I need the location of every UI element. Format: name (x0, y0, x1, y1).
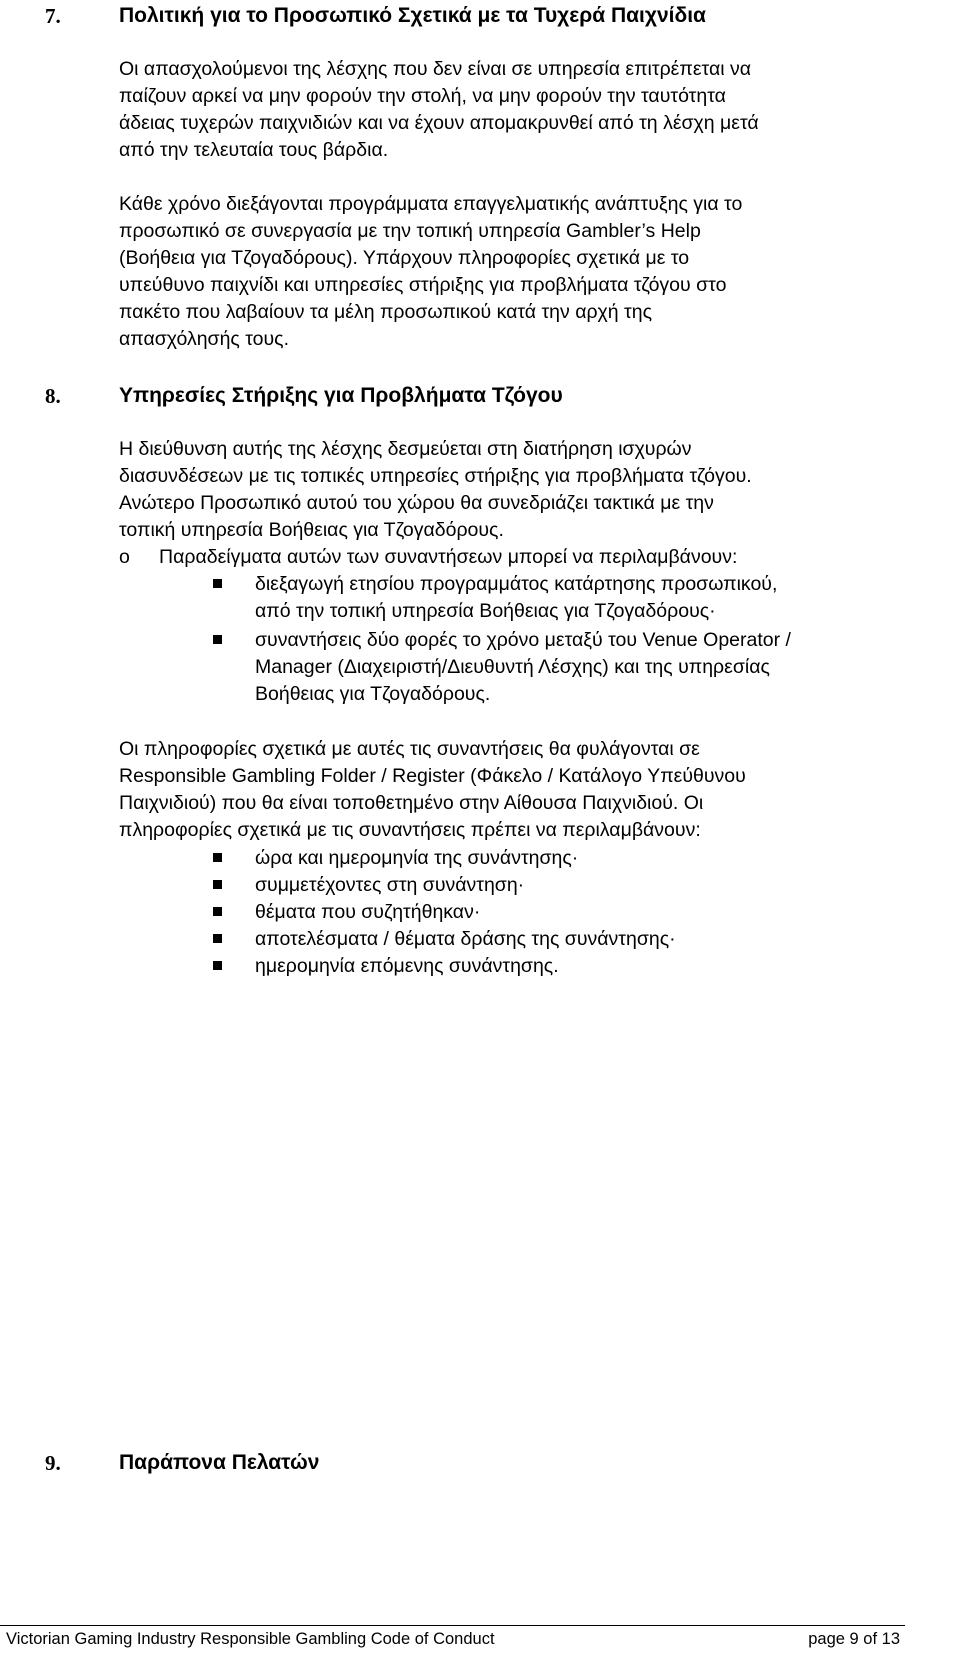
text-line: παίζουν αρκεί να μην φορούν την στολή, να μην φορούν την ταυτότητα (119, 85, 726, 107)
square-bullet-icon (213, 880, 222, 889)
section-9-title: Παράπονα Πελατών (119, 1451, 320, 1474)
section-7-paragraph-1 (119, 56, 899, 164)
square-bullet-icon (213, 934, 222, 943)
info-item-text: θέματα που συζητήθηκαν· (255, 901, 481, 923)
text-line: πακέτο που λαβαίουν τα μέλη προσωπικού κατά την αρχή της (119, 301, 653, 323)
section-8-title: Υπηρεσίες Στήριξης για Προβλήματα Τζόγου (119, 384, 563, 407)
section-8-number: 8. (45, 384, 61, 408)
text-line: Οι απασχολούμενοι της λέσχης που δεν είναι σε υπηρεσία επιτρέπεται να (119, 58, 751, 80)
text-line: Κάθε χρόνο διεξάγονται προγράμματα επαγγελματικής ανάπτυξης για το (119, 193, 743, 215)
text-line: Η διεύθυνση αυτής της λέσχης δεσμεύεται στη διατήρηση ισχυρών (119, 438, 692, 460)
square-bullet-icon (213, 961, 222, 970)
info-item-text: αποτελέσματα / θέματα δράσης της συνάντησης· (255, 928, 676, 950)
hollow-bullet: o (119, 546, 130, 568)
text-line: πληροφορίες σχετικά με τις συναντήσεις πρέπει να περιλαμβάνουν: (119, 819, 701, 841)
section-7-title: Πολιτική για το Προσωπικό Σχετικά με τα Τυχερά Παιχνίδια (119, 4, 706, 27)
square-bullet-icon (213, 907, 222, 916)
info-item-text: ημερομηνία επόμενης συνάντησης. (255, 955, 559, 977)
text-line: Οι πληροφορίες σχετικά με αυτές τις συναντήσεις θα φυλάγονται σε (119, 738, 700, 760)
section-8-paragraph-1 (119, 436, 899, 544)
square-bullet-icon (213, 853, 222, 862)
text-line: προσωπικό σε συνεργασία με την τοπική υπηρεσία Gambler’s Help (119, 220, 701, 242)
text-line: τοπική υπηρεσία Βοήθειας για Τζογαδόρους. (119, 519, 504, 541)
text-line: από την τελευταία τους βάρδια. (119, 139, 389, 161)
text-line: Βοήθειας για Τζογαδόρους. (255, 683, 491, 705)
examples-intro-text: Παραδείγματα αυτών των συναντήσεων μπορεί να περιλαμβάνουν: (159, 546, 738, 568)
text-line: Παιχνιδιού) που θα είναι τοποθετημένο στην Αίθουσα Παιχνιδιού. Οι (119, 792, 704, 814)
text-line: (Βοήθεια για Τζογαδόρους). Υπάρχουν πληροφορίες σχετικά με το (119, 247, 690, 269)
text-line: διασυνδέσεων με τις τοπικές υπηρεσίες στήριξης για προβλήματα τζόγου. (119, 465, 752, 487)
footer-divider (0, 1625, 905, 1626)
section-9-number: 9. (45, 1451, 61, 1475)
text-line: άδειας τυχερών παιχνιδιών και να έχουν απομακρυνθεί από τη λέσχη μετά (119, 112, 759, 134)
text-line: υπεύθυνο παιχνίδι και υπηρεσίες στήριξης για προβλήματα τζόγου στο (119, 274, 727, 296)
footer-document-title: Victorian Gaming Industry Responsible Gambling Code of Conduct (6, 1630, 495, 1648)
text-line: απασχόλησής τους. (119, 328, 289, 350)
section-7-number: 7. (45, 4, 61, 28)
square-bullet-icon (213, 579, 222, 588)
text-line: Manager (Διαχειριστή/Διευθυντή Λέσχης) και της υπηρεσίας (255, 656, 770, 678)
text-line: Ανώτερο Προσωπικό αυτού του χώρου θα συνεδριάζει τακτικά με την (119, 492, 714, 514)
info-item-text: ώρα και ημερομηνία της συνάντησης· (255, 847, 579, 869)
text-line: διεξαγωγή ετησίου προγραμμάτος κατάρτησης προσωπικού, (255, 573, 778, 595)
section-8-paragraph-2 (119, 736, 899, 844)
info-item-text: συμμετέχοντες στη συνάντηση· (255, 874, 525, 896)
text-line: από την τοπική υπηρεσία Βοήθειας για Τζογαδόρους· (255, 600, 716, 622)
text-line: Responsible Gambling Folder / Register (Φάκελο / Κατάλογο Υπεύθυνου (119, 765, 746, 787)
footer-page-number: page 9 of 13 (808, 1630, 900, 1648)
section-7-paragraph-2 (119, 191, 899, 353)
square-bullet-icon (213, 635, 222, 644)
text-line: συναντήσεις δύο φορές το χρόνο μεταξύ του Venue Operator / (255, 629, 791, 651)
